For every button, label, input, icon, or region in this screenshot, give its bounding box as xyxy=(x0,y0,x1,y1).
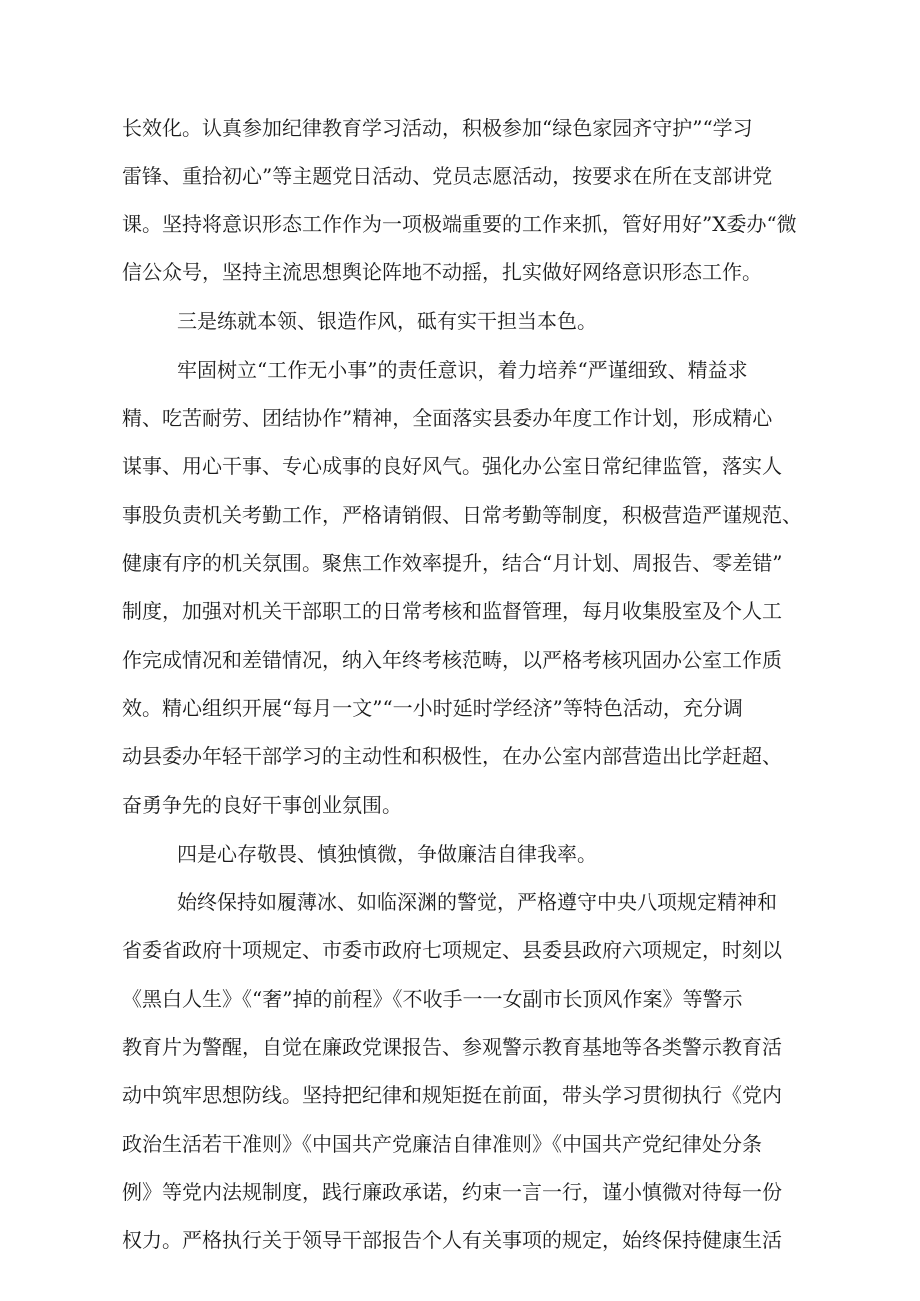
text-line: 制度，加强对机关干部职工的日常考核和监督管理，每月收集股室及个人工 xyxy=(122,599,782,623)
text-line: 雷锋、重拾初心”等主题党日活动、党员志愿活动，按要求在所在支部讲党 xyxy=(122,164,773,188)
text-line: 教育片为警醒，自觉在廉政党课报告、参观警示教育基地等各类警示教育活 xyxy=(122,1035,782,1059)
text-line: 《黑白人生》《“奢”掉的前程》《不收手一一女副市长顶风作案》等警示 xyxy=(122,987,743,1011)
text-line: 政治生活若干准则》《中国共产党廉洁自律准则》《中国共产党纪律处分条 xyxy=(122,1132,762,1156)
section-heading: 四是心存敬畏、慎独慎微，争做廉洁自律我率。 xyxy=(177,842,597,866)
section-heading: 三是练就本领、银造作风，砥有实干担当本色。 xyxy=(177,309,597,333)
text-line: 牢固树立“工作无小事”的责任意识，着力培养“严谨细致、精益求 xyxy=(177,358,748,382)
text-line: 省委省政府十项规定、市委市政府七项规定、县委县政府六项规定，时刻以 xyxy=(122,938,782,962)
text-line: 课。坚持将意识形态工作作为一项极端重要的工作来抓，管好用好”X委办“微 xyxy=(122,212,797,236)
text-line: 动中筑牢思想防线。坚持把纪律和规矩挺在前面，带头学习贯彻执行《党内 xyxy=(122,1083,782,1107)
text-line: 始终保持如履薄冰、如临深渊的警觉，严格遵守中央八项规定精神和 xyxy=(177,890,777,914)
text-line: 事股负责机关考勤工作，严格请销假、日常考勤等制度，积极营造严谨规范、 xyxy=(122,503,802,527)
text-line: 例》等党内法规制度，践行廉政承诺，约束一言一行，谨小慎微对待每一份 xyxy=(122,1180,782,1204)
text-line: 精、吃苦耐劳、团结协作”精神，全面落实县委办年度工作计划，形成精心 xyxy=(122,406,773,430)
text-line: 长效化。认真参加纪律教育学习活动，积极参加“绿色家园齐守护”“学习 xyxy=(122,116,753,140)
text-line: 效。精心组织开展“每月一文”“一小时延时学经济”等特色活动，充分调 xyxy=(122,696,743,720)
text-line: 健康有序的机关氛围。聚焦工作效率提升，结合“月计划、周报告、零差错” xyxy=(122,551,783,575)
text-line: 作完成情况和差错情况，纳入年终考核范畴，以严格考核巩固办公室工作质 xyxy=(122,648,782,672)
text-line: 动县委办年轻干部学习的主动性和积极性，在办公室内部营造出比学赶超、 xyxy=(122,744,782,768)
text-line: 奋勇争先的良好干事创业氛围。 xyxy=(122,793,402,817)
text-line: 权力。严格执行关于领导干部报告个人有关事项的规定，始终保持健康生活 xyxy=(122,1228,782,1252)
text-line: 信公众号，坚持主流思想舆论阵地不动摇，扎实做好网络意识形态工作。 xyxy=(122,260,762,284)
text-line: 谋事、用心干事、专心成事的良好风气。强化办公室日常纪律监管，落实人 xyxy=(122,454,782,478)
